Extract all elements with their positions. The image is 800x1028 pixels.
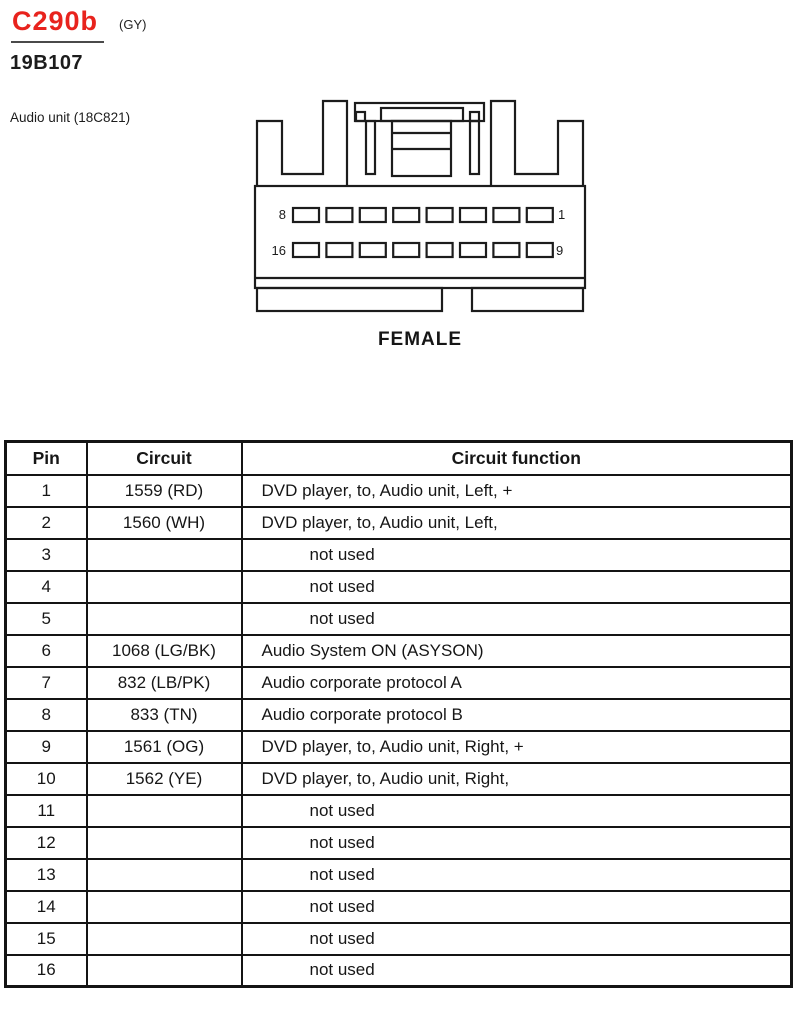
function-cell: Audio System ON (ASYSON) — [242, 635, 792, 667]
circuit-cell: 1068 (LG/BK) — [87, 635, 242, 667]
pin-cell: 16 — [6, 955, 87, 987]
circuit-cell — [87, 795, 242, 827]
table-row — [6, 731, 792, 763]
function-cell: DVD player, to, Audio unit, Right, + — [242, 731, 792, 763]
table-row — [6, 635, 792, 667]
table-row — [6, 859, 792, 891]
table-row — [6, 827, 792, 859]
table-row — [6, 507, 792, 539]
pin-cell: 11 — [6, 795, 87, 827]
table-row — [6, 795, 792, 827]
circuit-cell — [87, 539, 242, 571]
connector-id: C290b — [12, 6, 99, 36]
table-row — [6, 475, 792, 507]
pin-cell: 12 — [6, 827, 87, 859]
circuit-cell: 1559 (RD) — [87, 475, 242, 507]
circuit-cell: 1560 (WH) — [87, 507, 242, 539]
circuit-cell — [87, 955, 242, 987]
table-row — [6, 539, 792, 571]
table-row — [6, 923, 792, 955]
function-cell: not used — [242, 955, 792, 987]
connector-color-code: (GY) — [119, 17, 147, 32]
table-row — [6, 763, 792, 795]
connector-key-right — [472, 288, 583, 311]
circuit-cell — [87, 571, 242, 603]
circuit-cell: 833 (TN) — [87, 699, 242, 731]
pin-cell: 1 — [6, 475, 87, 507]
gender-label: FEMALE — [377, 329, 463, 350]
pin-row-bottom — [293, 243, 553, 257]
pin-cell: 3 — [6, 539, 87, 571]
function-cell: Audio corporate protocol B — [242, 699, 792, 731]
function-cell: not used — [242, 539, 792, 571]
pin-cell: 2 — [6, 507, 87, 539]
pin-row-top — [293, 208, 553, 222]
pin-cell: 15 — [6, 923, 87, 955]
pin-label-9: 9 — [556, 243, 564, 258]
table-row — [6, 603, 792, 635]
table-row — [6, 667, 792, 699]
latch-cap — [355, 103, 484, 121]
function-cell: DVD player, to, Audio unit, Left, + — [242, 475, 792, 507]
circuit-cell: 832 (LB/PK) — [87, 667, 242, 699]
pin-cell: 5 — [6, 603, 87, 635]
part-number: 19B107 — [10, 52, 84, 74]
pin-cell: 9 — [6, 731, 87, 763]
pin-cell: 14 — [6, 891, 87, 923]
circuit-cell — [87, 859, 242, 891]
col-header-pin: Pin — [6, 442, 87, 475]
pin-cell: 7 — [6, 667, 87, 699]
table-row — [6, 955, 792, 987]
function-cell: Audio corporate protocol A — [242, 667, 792, 699]
function-cell: not used — [242, 571, 792, 603]
table-row — [6, 571, 792, 603]
function-cell: not used — [242, 859, 792, 891]
pin-label-8: 8 — [278, 207, 286, 222]
table-row — [6, 891, 792, 923]
circuit-cell — [87, 891, 242, 923]
pin-label-1: 1 — [558, 207, 566, 222]
function-cell: not used — [242, 603, 792, 635]
function-cell: not used — [242, 891, 792, 923]
function-cell: not used — [242, 795, 792, 827]
connector-body — [255, 186, 585, 288]
circuit-cell: 1561 (OG) — [87, 731, 242, 763]
col-header-circuit: Circuit — [87, 442, 242, 475]
circuit-cell — [87, 827, 242, 859]
pinout-table — [4, 440, 793, 988]
circuit-cell — [87, 923, 242, 955]
connector-drawing-svg — [250, 90, 590, 352]
pin-cell: 13 — [6, 859, 87, 891]
pin-cell: 10 — [6, 763, 87, 795]
pin-cell: 8 — [6, 699, 87, 731]
circuit-cell — [87, 603, 242, 635]
connector-key-left — [257, 288, 442, 311]
function-cell: DVD player, to, Audio unit, Left, — [242, 507, 792, 539]
pin-cell: 4 — [6, 571, 87, 603]
function-cell: DVD player, to, Audio unit, Right, — [242, 763, 792, 795]
table-header-row — [6, 442, 792, 475]
col-header-circuit-function: Circuit function — [242, 442, 792, 475]
connector-diagram — [250, 90, 590, 352]
function-cell: not used — [242, 827, 792, 859]
circuit-cell: 1562 (YE) — [87, 763, 242, 795]
function-cell: not used — [242, 923, 792, 955]
table-row — [6, 699, 792, 731]
connector-id-underline — [11, 41, 104, 43]
component-label: Audio unit (18C821) — [10, 110, 131, 125]
pin-cell: 6 — [6, 635, 87, 667]
pin-label-16: 16 — [271, 243, 286, 258]
